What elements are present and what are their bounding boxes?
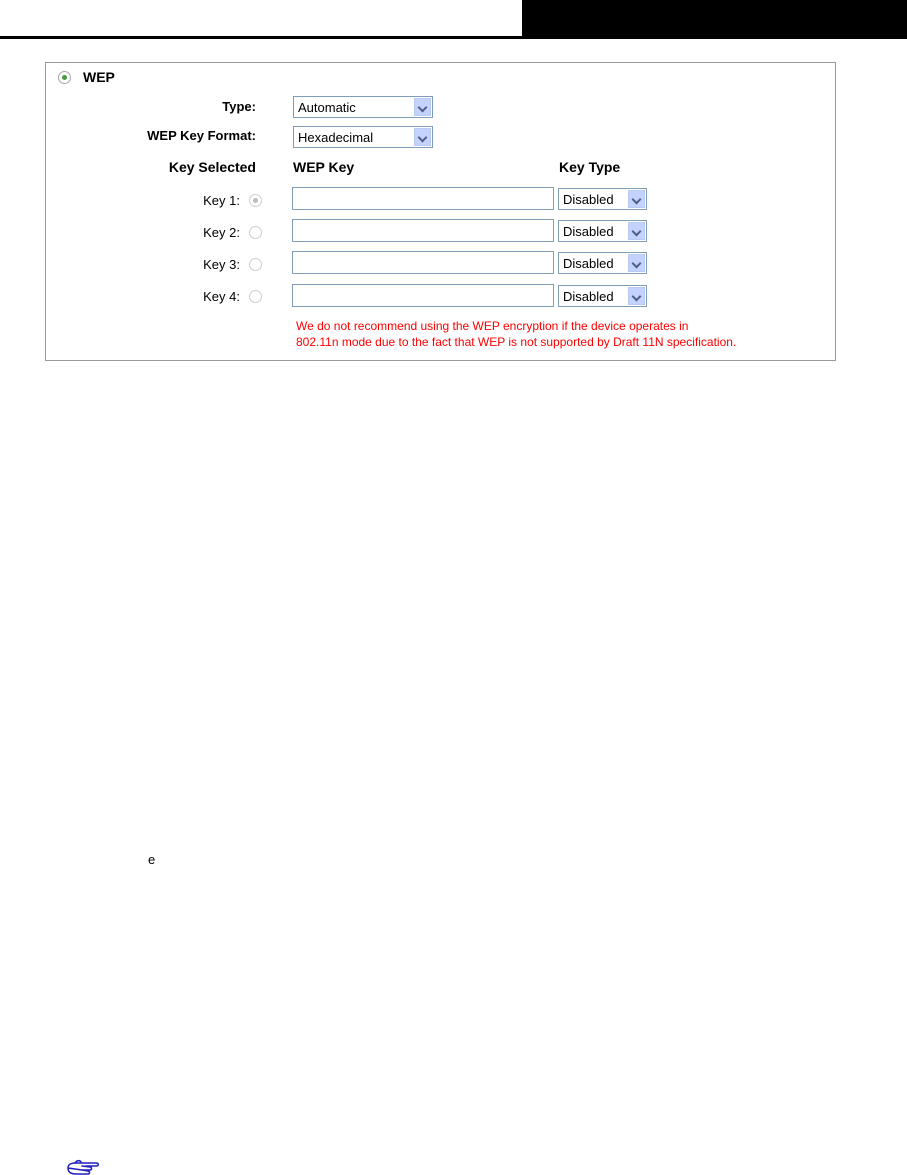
key-format-select[interactable] [293,126,433,148]
col-key-type: Key Type [559,159,621,175]
key-2-type-value: Disabled [563,224,614,239]
key-2-radio[interactable] [249,226,262,239]
chevron-down-icon[interactable] [628,254,645,272]
key-1-label: Key 1: [203,193,240,208]
key-4-type-select[interactable] [558,285,647,307]
col-key-selected: Key Selected [168,159,256,175]
wep-title: WEP [83,69,115,85]
header-rule [0,36,907,39]
wep-settings-panel [45,62,836,361]
key-1-radio[interactable] [249,194,262,207]
chevron-down-icon[interactable] [414,98,431,116]
col-wep-key: WEP Key [293,159,355,175]
wep-warning-line-1: We do not recommend using the WEP encryption if the device operates in [296,319,689,333]
key-format-select-value: Hexadecimal [298,130,374,145]
wep-warning [296,318,826,350]
key-4-radio[interactable] [249,290,262,303]
pointing-hand-icon [66,1158,106,1175]
key-3-radio[interactable] [249,258,262,271]
key-4-type-value: Disabled [563,289,614,304]
key-1-type-value: Disabled [563,192,614,207]
wep-radio[interactable] [58,71,71,84]
key-1-type-select[interactable] [558,188,647,210]
key-1-input[interactable] [292,187,554,210]
chevron-down-icon[interactable] [628,287,645,305]
wep-warning-line-2: 802.11n mode due to the fact that WEP is not supported by Draft 11N specification. [296,335,737,349]
key-3-type-value: Disabled [563,256,614,271]
chevron-down-icon[interactable] [628,222,645,240]
key-4-label: Key 4: [203,289,240,304]
chevron-down-icon[interactable] [414,128,431,146]
key-2-label: Key 2: [203,225,240,240]
key-3-input[interactable] [292,251,554,274]
key-3-type-select[interactable] [558,252,647,274]
type-select[interactable] [293,96,433,118]
key-2-input[interactable] [292,219,554,242]
key-4-input[interactable] [292,284,554,307]
key-format-label: WEP Key Format: [147,128,256,143]
type-select-value: Automatic [298,100,356,115]
key-2-type-select[interactable] [558,220,647,242]
chevron-down-icon[interactable] [628,190,645,208]
key-3-label: Key 3: [203,257,240,272]
stray-glyph: e [148,852,156,867]
type-label: Type: [222,99,256,114]
header-black-bar [522,0,907,38]
